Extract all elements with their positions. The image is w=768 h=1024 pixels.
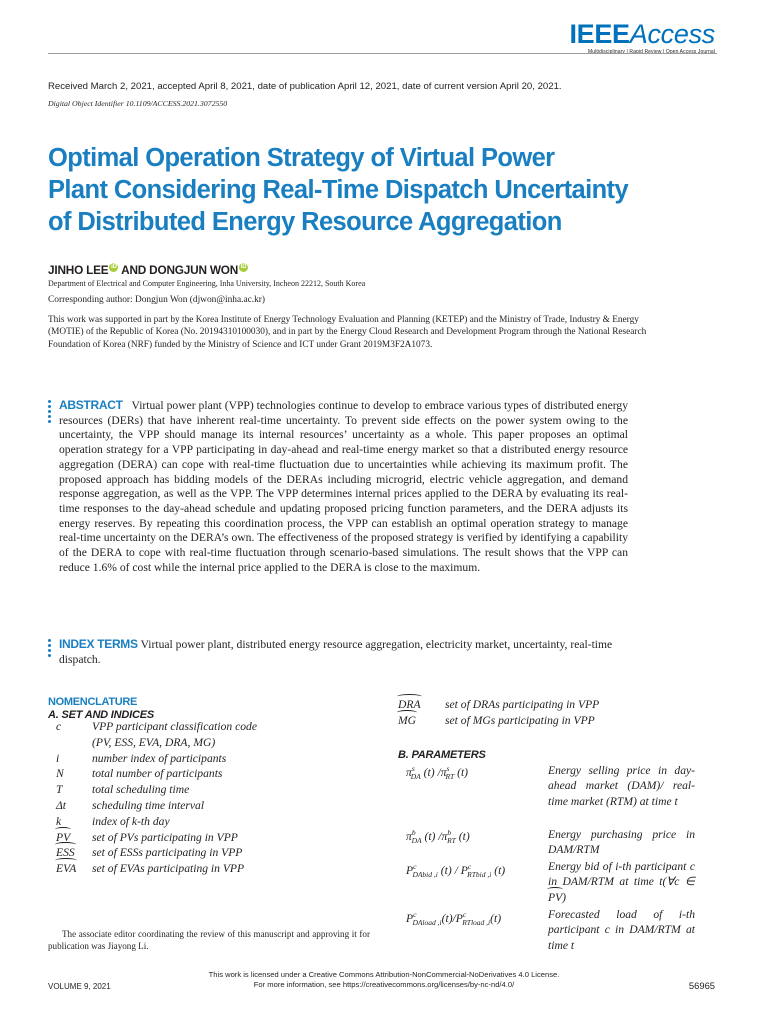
definition: set of PVs participating in VPP (92, 830, 238, 844)
symbol: PV (56, 830, 71, 844)
received-dates: Received March 2, 2021, accepted April 8, 2021, date of publication April 12, 2021, date of current version April 20, 2021. (48, 81, 562, 92)
parameter-symbol: $P^c_{DAbid ,i}$ $(t) / P^c_{RTbid ,i}$ (t) (406, 861, 506, 879)
parameter-description: Energy bid of i-th participant c in DAM/RTM at time t(∀c ∈ PV) (548, 859, 695, 905)
corresponding-author: Corresponding author: Dongjun Won (djwon@inha.ac.kr) (48, 295, 266, 305)
nomenclature-row (398, 697, 698, 713)
license-line[interactable]: This work is licensed under a Creative Commons Attribution-NonCommercial-NoDerivatives 4.0 License. (208, 970, 560, 979)
parameters-list (398, 761, 698, 951)
parameter-description: Energy selling price in day-ahead market (DAM)/ real-time market (RTM) at time t (548, 763, 695, 809)
doi-line[interactable]: Digital Object Identifier 10.1109/ACCESS.2021.3072550 (48, 99, 228, 108)
index-terms-label: INDEX TERMS (59, 637, 138, 651)
author-name: DONGJUN WON (149, 263, 239, 277)
nomenclature-row (398, 713, 698, 729)
definition: total number of participants (92, 767, 223, 781)
nomenclature-row (48, 751, 378, 767)
definition: total scheduling time (92, 783, 190, 797)
parameter-symbol: $\pi^b_{DA}$ (t) $/\pi^b_{RT}$ (t) (406, 827, 470, 845)
page-number: 56965 (688, 980, 715, 991)
symbol: T (56, 783, 63, 797)
symbol: Δt (56, 798, 67, 812)
nomenclature-right-column (398, 697, 698, 951)
nomenclature-row (48, 782, 378, 798)
logo-wordmark (569, 20, 715, 48)
symbol: EVA (56, 862, 77, 876)
parameter-symbol: $P^c_{DAload ,i}(t)/P^c_{RTload ,i}(t)$ (406, 909, 502, 927)
editor-footnote: The associate editor coordinating the review of this manuscript and approving it for publication was Jiayong Li. (48, 929, 370, 951)
volume-label: VOLUME 9, 2021 (48, 982, 111, 991)
nomenclature-row (48, 735, 378, 751)
abstract-text: Virtual power plant (VPP) technologies continue to develop to embrace various types of distributed energy resources (DERs) that have inherent real-time uncertainty. To prevent side effects on the power system owing to the uncertainty, the VPP should manage its internal resources’ uncertainty as a whole. This paper proposes an optimal operation strategy for a VPP participating in day-ahead and real-time energy market so that a distributed energy resource aggregation (DERA) can cope with real-time fluctuation due to uncertainties while achieving its maximum profit. The proposed approach has bidding models of the DERAs including microgrid, electric vehicle aggregation, and demand response aggregation, as well as the VPP. The VPP determines internal prices applied to the DERA by evaluating its real-time responses to the day-ahead schedule and updating proposed pricing function parameters, and the DERA adjusts its energy reserves. By repeating this coordination process, the VPP can establish an optimal operation strategy to manage real-time uncertainty on the DERA’s own. The effectiveness of the proposed strategy is verified by identifying a capability of the DERA to cope with real-time fluctuation through scenario-based simulations. The result shows that the VPP can reduce 1.6% of cost while the internal price applied to the DERA is close to the maximum. (59, 399, 628, 574)
parameters-heading: B. PARAMETERS (398, 748, 486, 761)
symbol: N (56, 767, 64, 781)
symbol: DRA (398, 698, 421, 711)
journal-logo (569, 20, 715, 55)
section-dots-icon (48, 639, 52, 659)
definition: set of EVAs participating in VPP (92, 862, 245, 876)
index-terms-text: Virtual power plant, distributed energy resource aggregation, electricity market, uncertainty, real-time dispatch. (59, 638, 613, 666)
nomenclature-heading: NOMENCLATURE (48, 696, 138, 708)
definition: index of k-th day (92, 814, 170, 828)
nomenclature-row (48, 766, 378, 782)
nomenclature-left-column (48, 696, 378, 877)
logo-ieee: IEEE (569, 19, 630, 49)
title-line-3: of Distributed Energy Resource Aggregation (48, 208, 562, 236)
nomenclature-row (48, 814, 378, 830)
sets-heading: A. SET AND INDICES (48, 709, 155, 721)
logo-access: Access (629, 19, 715, 49)
author-connector: AND (121, 263, 147, 277)
section-dots-icon (48, 400, 52, 425)
nomenclature-row (48, 861, 378, 877)
sets-list (48, 719, 378, 877)
index-terms-section (48, 637, 628, 667)
funding-statement: This work was supported in part by the Korea Institute of Energy Technology Evaluation and Planning (KETEP) and the Ministry of Trade, Industry & Energy (MOTIE) of the Republic of Korea (No. 20194310100030), and in part by the Energy Cloud Research and Development Program through the National Research Foundation of Korea (NRF) funded by the Ministry of Science and ICT under Grant 2019M3F2A1073. (48, 315, 647, 350)
author-list (48, 263, 248, 277)
symbol: c (56, 720, 62, 733)
orcid-icon[interactable]: iD (240, 264, 247, 270)
symbol: MG (398, 713, 417, 727)
abstract-section (48, 398, 628, 575)
title-line-2: Plant Considering Real-Time Dispatch Uncertainty (48, 176, 629, 204)
nomenclature-row (48, 830, 378, 846)
title-line-1: Optimal Operation Strategy of Virtual Power (48, 144, 555, 172)
symbol: ESS (56, 846, 75, 860)
parameter-description: Forecasted load of i-th participant c in DAM/RTM at time t (548, 907, 695, 953)
definition: (PV, ESS, EVA, DRA, MG) (92, 735, 216, 749)
symbol: k (56, 814, 62, 828)
header-rule (48, 53, 717, 54)
condition-symbol: t(∀c ∈ PV) (548, 875, 695, 905)
paper-title (48, 142, 688, 238)
index-terms-paragraph (59, 637, 628, 667)
definition: set of MGs participating in VPP (445, 713, 595, 727)
nomenclature-row (48, 719, 378, 735)
abstract-paragraph (59, 398, 628, 575)
definition: set of ESSs participating in VPP (92, 846, 243, 860)
orcid-icon[interactable]: iD (111, 264, 117, 270)
definition: number index of participants (92, 751, 227, 765)
definition: VPP participant classification code (92, 720, 257, 733)
definition: set of DRAs participating in VPP (445, 698, 600, 711)
author-name: JINHO LEE (48, 263, 109, 277)
license-notice (0, 970, 768, 990)
nomenclature-row (48, 798, 378, 814)
affiliation: Department of Electrical and Computer Engineering, Inha University, Incheon 22212, South Korea (48, 279, 366, 288)
nomenclature-row (48, 845, 378, 861)
logo-tagline: Multidisciplinary | Rapid Review | Open Access Journal (588, 49, 715, 55)
parameter-symbol: $\pi^s_{DA}$ (t) $/\pi^s_{RT}$ (t) (406, 763, 469, 781)
symbol: i (56, 751, 60, 765)
abstract-label: ABSTRACT (59, 398, 123, 412)
license-link[interactable]: For more information, see https://creativecommons.org/licenses/by-nc-nd/4.0/ (253, 980, 515, 989)
parameter-description: Energy purchasing price in DAM/RTM (548, 827, 695, 857)
definition: scheduling time interval (92, 798, 205, 812)
